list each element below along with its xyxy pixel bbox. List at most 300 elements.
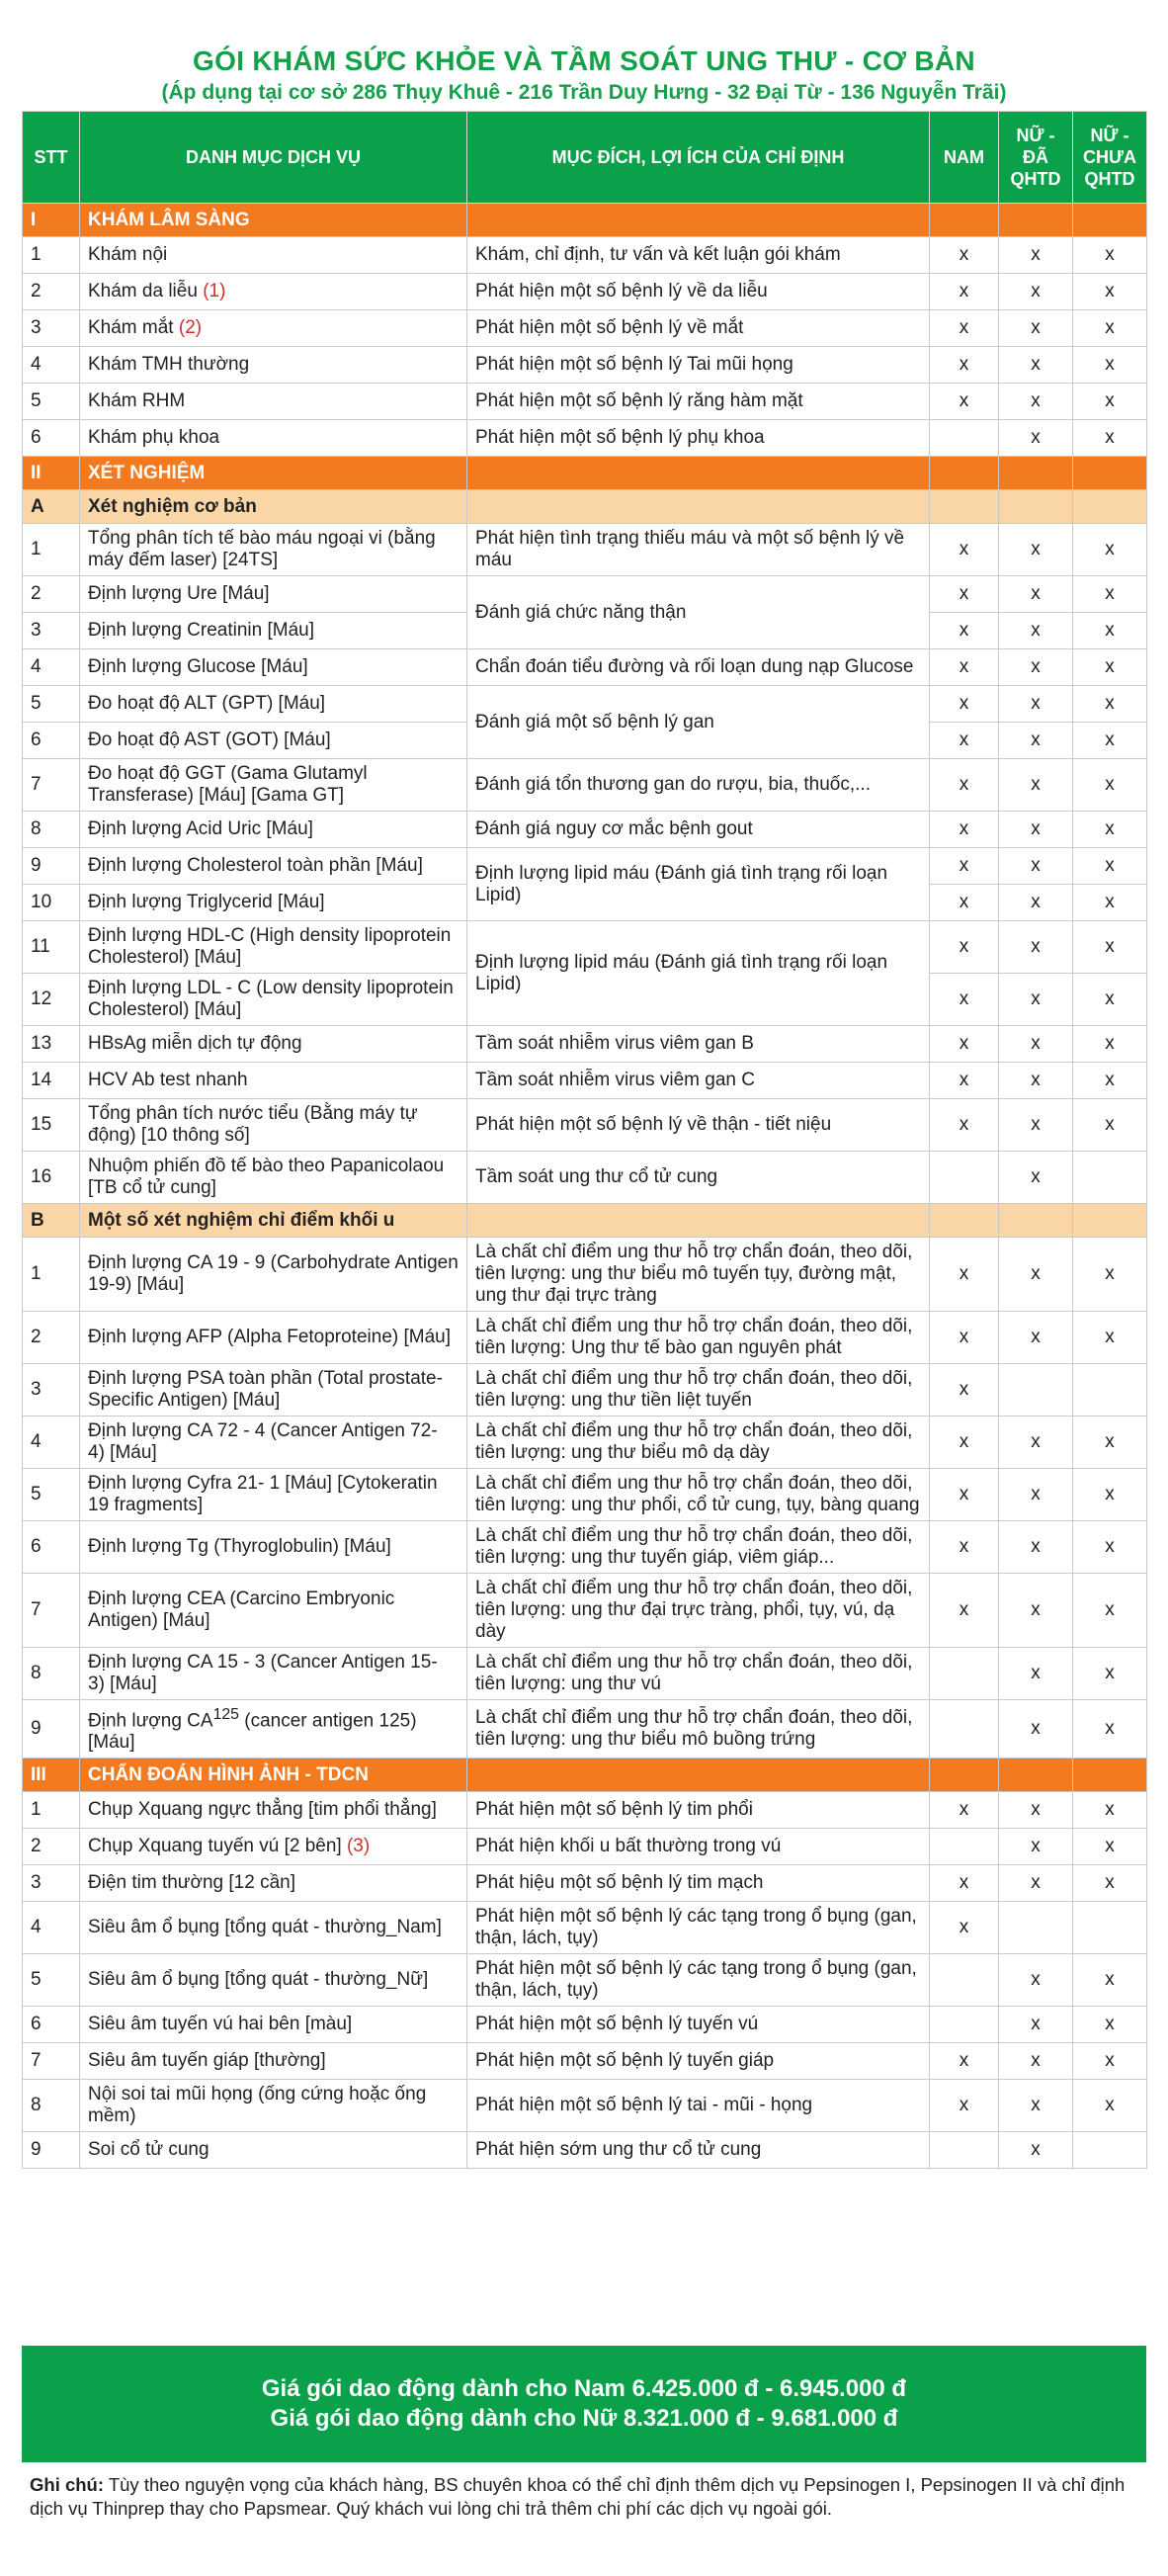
service-name <box>80 2132 467 2169</box>
service-name <box>80 384 467 420</box>
female-married-check: x <box>999 576 1073 613</box>
female-single-check <box>1073 1902 1147 1954</box>
price-banner <box>22 2346 1146 2462</box>
female-married-check: x <box>999 310 1073 347</box>
service-purpose: Là chất chỉ điểm ung thư hỗ trợ chẩn đoán, theo dõi, tiên lượng: ung thư phổi, cổ tử cung, tụy, bàng quang <box>467 1469 930 1521</box>
service-name <box>80 1829 467 1865</box>
section-title: Xét nghiệm cơ bản <box>80 490 467 524</box>
table-body <box>23 204 1147 2169</box>
female-single-check <box>1073 2132 1147 2169</box>
female-married-check: x <box>999 1648 1073 1700</box>
service-name-text: HBsAg miễn dịch tự động <box>88 1033 302 1054</box>
service-name <box>80 1865 467 1902</box>
male-check: x <box>930 576 999 613</box>
service-name-text: Nội soi tai mũi họng (ống cứng hoặc ống mềm) <box>88 2084 427 2127</box>
table-row <box>23 1700 1147 1759</box>
female-married-check: x <box>999 1152 1073 1204</box>
service-name-text: Định lượng CA 15 - 3 (Cancer Antigen 15- 3) [Máu] <box>88 1652 438 1694</box>
service-name <box>80 1063 467 1099</box>
service-name <box>80 885 467 921</box>
section-empty-cell <box>1073 204 1147 237</box>
female-single-check: x <box>1073 723 1147 759</box>
service-name-text: Khám nội <box>88 244 168 265</box>
service-name-text: Tổng phân tích nước tiểu (Bằng máy tự động) [10 thông số] <box>88 1103 418 1146</box>
service-purpose: Đánh giá nguy cơ mắc bệnh gout <box>467 812 930 848</box>
female-married-check: x <box>999 1026 1073 1063</box>
female-single-check: x <box>1073 1521 1147 1574</box>
section-number: A <box>23 490 80 524</box>
row-number: 3 <box>23 1364 80 1417</box>
section-empty-cell <box>467 1204 930 1238</box>
service-purpose: Phát hiện một số bệnh lý về thận - tiết niệu <box>467 1099 930 1152</box>
service-purpose: Phát hiện khối u bất thường trong vú <box>467 1829 930 1865</box>
table-row <box>23 420 1147 457</box>
female-married-check <box>999 1364 1073 1417</box>
table-header-row <box>23 112 1147 204</box>
service-name-text: Định lượng Tg (Thyroglobulin) [Máu] <box>88 1536 391 1557</box>
header-stt: STT <box>23 112 80 204</box>
female-single-check: x <box>1073 759 1147 812</box>
table-row <box>23 347 1147 384</box>
section-number: I <box>23 204 80 237</box>
male-check: x <box>930 1865 999 1902</box>
female-married-check: x <box>999 2080 1073 2132</box>
service-purpose: Tầm soát nhiễm virus viêm gan B <box>467 1026 930 1063</box>
male-check <box>930 1700 999 1759</box>
service-purpose: Phát hiệu một số bệnh lý tim mạch <box>467 1865 930 1902</box>
section-empty-cell <box>999 490 1073 524</box>
service-purpose: Khám, chỉ định, tư vấn và kết luận gói khám <box>467 237 930 274</box>
male-check: x <box>930 1099 999 1152</box>
service-name-text: Nhuộm phiến đồ tế bào theo Papanicolaou [TB cổ tử cung] <box>88 1156 445 1198</box>
service-purpose: Là chất chỉ điểm ung thư hỗ trợ chẩn đoán, theo dõi, tiên lượng: ung thư biểu mô dạ dày <box>467 1417 930 1469</box>
service-purpose: Tầm soát ung thư cổ tử cung <box>467 1152 930 1204</box>
row-number: 5 <box>23 686 80 723</box>
female-single-check: x <box>1073 686 1147 723</box>
male-check: x <box>930 848 999 885</box>
service-purpose: Phát hiện một số bệnh lý phụ khoa <box>467 420 930 457</box>
header-service: DANH MỤC DỊCH VỤ <box>80 112 467 204</box>
service-name <box>80 1648 467 1700</box>
table-row <box>23 237 1147 274</box>
male-check: x <box>930 1063 999 1099</box>
table-row <box>23 384 1147 420</box>
male-check: x <box>930 1521 999 1574</box>
male-check: x <box>930 1792 999 1829</box>
page-title: GÓI KHÁM SỨC KHỎE VÀ TẦM SOÁT UNG THƯ - CƠ BẢN <box>193 45 975 76</box>
female-married-check: x <box>999 759 1073 812</box>
service-purpose: Phát hiện một số bệnh lý tim phổi <box>467 1792 930 1829</box>
female-single-check <box>1073 1152 1147 1204</box>
service-name-text: Định lượng LDL - C (Low density lipoprotein Cholesterol) [Máu] <box>88 978 454 1020</box>
female-single-check: x <box>1073 384 1147 420</box>
service-name-text: Định lượng Cholesterol toàn phần [Máu] <box>88 855 423 876</box>
male-check <box>930 1954 999 2007</box>
price-female: Giá gói dao động dành cho Nữ 8.321.000 đ - 9.681.000 đ <box>270 2405 898 2432</box>
male-check <box>930 1829 999 1865</box>
section-number: III <box>23 1759 80 1792</box>
section-empty-cell <box>930 457 999 490</box>
row-number: 3 <box>23 613 80 649</box>
row-number: 15 <box>23 1099 80 1152</box>
service-purpose: Tầm soát nhiễm virus viêm gan C <box>467 1063 930 1099</box>
row-number: 10 <box>23 885 80 921</box>
row-number: 14 <box>23 1063 80 1099</box>
service-name <box>80 237 467 274</box>
service-name-text: Định lượng CA 19 - 9 (Carbohydrate Antigen 19-9) [Máu] <box>88 1252 459 1295</box>
table-row <box>23 1865 1147 1902</box>
female-single-check: x <box>1073 237 1147 274</box>
section-empty-cell <box>930 1759 999 1792</box>
female-married-check: x <box>999 274 1073 310</box>
table-row <box>23 1152 1147 1204</box>
female-single-check: x <box>1073 1829 1147 1865</box>
service-name <box>80 420 467 457</box>
service-name-text: Khám TMH thường <box>88 354 250 375</box>
female-married-check: x <box>999 2132 1073 2169</box>
male-check: x <box>930 1026 999 1063</box>
service-name <box>80 2007 467 2043</box>
service-name-text: Định lượng Triglycerid [Máu] <box>88 892 325 912</box>
service-purpose: Chẩn đoán tiểu đường và rối loạn dung nạp Glucose <box>467 649 930 686</box>
female-married-check: x <box>999 2043 1073 2080</box>
female-single-check: x <box>1073 921 1147 974</box>
male-check: x <box>930 974 999 1026</box>
service-name <box>80 2080 467 2132</box>
section-number: B <box>23 1204 80 1238</box>
footnote-mark: (3) <box>346 1836 371 1857</box>
table-row <box>23 649 1147 686</box>
row-number: 6 <box>23 420 80 457</box>
female-single-check: x <box>1073 1099 1147 1152</box>
female-married-check: x <box>999 812 1073 848</box>
male-check: x <box>930 885 999 921</box>
female-single-check: x <box>1073 1312 1147 1364</box>
row-number: 7 <box>23 1574 80 1648</box>
male-check: x <box>930 1364 999 1417</box>
female-single-check: x <box>1073 1648 1147 1700</box>
service-name <box>80 974 467 1026</box>
table-row <box>23 1099 1147 1152</box>
service-purpose: Là chất chỉ điểm ung thư hỗ trợ chẩn đoán, theo dõi, tiên lượng: ung thư tiền liệt tuyến <box>467 1364 930 1417</box>
female-single-check: x <box>1073 347 1147 384</box>
table-row <box>23 686 1147 723</box>
female-married-check <box>999 1902 1073 1954</box>
male-check: x <box>930 310 999 347</box>
service-name <box>80 2043 467 2080</box>
service-purpose: Định lượng lipid máu (Đánh giá tình trạng rối loạn Lipid) <box>467 921 930 1026</box>
service-name-text: Đo hoạt độ ALT (GPT) [Máu] <box>88 693 326 714</box>
section-empty-cell <box>1073 1759 1147 1792</box>
female-single-check: x <box>1073 310 1147 347</box>
male-check: x <box>930 649 999 686</box>
service-purpose: Phát hiện một số bệnh lý các tạng trong ổ bụng (gan, thận, lách, tụy) <box>467 1902 930 1954</box>
female-married-check: x <box>999 524 1073 576</box>
female-married-check: x <box>999 1521 1073 1574</box>
female-single-check: x <box>1073 613 1147 649</box>
service-name-text: Khám da liễu <box>88 281 198 301</box>
service-purpose: Là chất chỉ điểm ung thư hỗ trợ chẩn đoán, theo dõi, tiên lượng: ung thư đại trực tràng, phổi, tụy, vú, dạ dày <box>467 1574 930 1648</box>
female-married-check: x <box>999 1574 1073 1648</box>
row-number: 2 <box>23 1312 80 1364</box>
table-row <box>23 848 1147 885</box>
male-check <box>930 2132 999 2169</box>
female-married-check: x <box>999 1099 1073 1152</box>
table-row <box>23 1954 1147 2007</box>
service-purpose: Phát hiện một số bệnh lý tai - mũi - họng <box>467 2080 930 2132</box>
female-single-check: x <box>1073 848 1147 885</box>
service-name <box>80 524 467 576</box>
section-empty-cell <box>999 457 1073 490</box>
row-number: 9 <box>23 1700 80 1759</box>
service-name-text: Định lượng Cyfra 21- 1 [Máu] [Cytokeratin 19 fragments] <box>88 1473 438 1515</box>
row-number: 5 <box>23 1954 80 2007</box>
header-female-single: NỮ - CHƯA QHTD <box>1073 112 1147 204</box>
service-purpose: Phát hiện một số bệnh lý về da liễu <box>467 274 930 310</box>
row-number: 12 <box>23 974 80 1026</box>
table-row <box>23 921 1147 974</box>
female-single-check: x <box>1073 885 1147 921</box>
female-single-check: x <box>1073 1954 1147 2007</box>
row-number: 8 <box>23 812 80 848</box>
female-married-check: x <box>999 723 1073 759</box>
service-name-text: Siêu âm ổ bụng [tổng quát - thường_Nữ] <box>88 1969 429 1991</box>
male-check: x <box>930 1574 999 1648</box>
footnote-mark: (1) <box>203 281 226 301</box>
service-name <box>80 649 467 686</box>
row-number: 4 <box>23 1902 80 1954</box>
service-name <box>80 1417 467 1469</box>
service-name <box>80 1469 467 1521</box>
male-check: x <box>930 686 999 723</box>
female-single-check: x <box>1073 2080 1147 2132</box>
female-married-check: x <box>999 848 1073 885</box>
service-name-text: Định lượng Ure [Máu] <box>88 583 270 604</box>
table-row <box>23 310 1147 347</box>
male-check <box>930 1648 999 1700</box>
female-married-check: x <box>999 347 1073 384</box>
male-check: x <box>930 1469 999 1521</box>
service-purpose: Là chất chỉ điểm ung thư hỗ trợ chẩn đoán, theo dõi, tiên lượng: ung thư biểu mô buồng trứng <box>467 1700 930 1759</box>
section-row <box>23 204 1147 237</box>
male-check: x <box>930 1312 999 1364</box>
service-name <box>80 921 467 974</box>
male-check: x <box>930 274 999 310</box>
service-name <box>80 759 467 812</box>
service-name-text: Điện tim thường [12 cần] <box>88 1872 296 1894</box>
table-row <box>23 1902 1147 1954</box>
female-married-check: x <box>999 974 1073 1026</box>
female-married-check: x <box>999 384 1073 420</box>
service-name-text: Định lượng AFP (Alpha Fetoproteine) [Máu] <box>88 1327 452 1347</box>
row-number: 2 <box>23 274 80 310</box>
table-row <box>23 2043 1147 2080</box>
male-check: x <box>930 812 999 848</box>
female-married-check: x <box>999 2007 1073 2043</box>
service-name-text: Chụp Xquang ngực thẳng [tim phổi thẳng] <box>88 1799 437 1821</box>
table-row <box>23 1829 1147 1865</box>
service-name-tail: (cancer antigen 125) [Máu] <box>88 1710 417 1754</box>
male-check: x <box>930 524 999 576</box>
table-row <box>23 2080 1147 2132</box>
female-single-check: x <box>1073 649 1147 686</box>
female-married-check: x <box>999 1238 1073 1312</box>
section-empty-cell <box>1073 490 1147 524</box>
female-married-check: x <box>999 237 1073 274</box>
service-name <box>80 848 467 885</box>
table-row <box>23 1648 1147 1700</box>
row-number: 3 <box>23 310 80 347</box>
table-row <box>23 1417 1147 1469</box>
section-empty-cell <box>1073 1204 1147 1238</box>
table-row <box>23 1238 1147 1312</box>
female-married-check: x <box>999 1829 1073 1865</box>
section-title: Một số xét nghiệm chỉ điểm khối u <box>80 1204 467 1238</box>
service-name-text: Đo hoạt độ AST (GOT) [Máu] <box>88 730 331 750</box>
female-married-check: x <box>999 921 1073 974</box>
female-married-check: x <box>999 1954 1073 2007</box>
male-check <box>930 1152 999 1204</box>
service-name <box>80 274 467 310</box>
table-row <box>23 524 1147 576</box>
male-check: x <box>930 723 999 759</box>
table-row <box>23 1026 1147 1063</box>
table-row <box>23 759 1147 812</box>
header-female-married: NỮ - ĐÃ QHTD <box>999 112 1073 204</box>
female-single-check: x <box>1073 1063 1147 1099</box>
service-purpose: Phát hiện một số bệnh lý tuyến giáp <box>467 2043 930 2080</box>
service-name-text: Khám RHM <box>88 390 186 411</box>
header-male: NAM <box>930 112 999 204</box>
female-single-check: x <box>1073 1417 1147 1469</box>
service-purpose: Phát hiện một số bệnh lý về mắt <box>467 310 930 347</box>
table-row <box>23 1469 1147 1521</box>
section-title: XÉT NGHIỆM <box>80 457 467 490</box>
service-name <box>80 576 467 613</box>
table-row <box>23 1521 1147 1574</box>
table-row <box>23 1574 1147 1648</box>
row-number: 1 <box>23 237 80 274</box>
male-check: x <box>930 2043 999 2080</box>
table-row <box>23 2007 1147 2043</box>
female-married-check: x <box>999 1792 1073 1829</box>
service-purpose: Phát hiện một số bệnh lý Tai mũi họng <box>467 347 930 384</box>
page-subtitle: (Áp dụng tại cơ sở 286 Thụy Khuê - 216 Trần Duy Hưng - 32 Đại Từ - 136 Nguyễn Trãi) <box>161 81 1007 104</box>
female-single-check: x <box>1073 1469 1147 1521</box>
female-married-check: x <box>999 1417 1073 1469</box>
section-row <box>23 457 1147 490</box>
female-single-check: x <box>1073 1574 1147 1648</box>
service-purpose: Là chất chỉ điểm ung thư hỗ trợ chẩn đoán, theo dõi, tiên lượng: ung thư biểu mô tuyến tụy, đường mật, ung thư đại trực tràng <box>467 1238 930 1312</box>
service-name <box>80 1238 467 1312</box>
table-row <box>23 812 1147 848</box>
subsection-row <box>23 490 1147 524</box>
section-empty-cell <box>930 490 999 524</box>
male-check <box>930 2007 999 2043</box>
table-row <box>23 1792 1147 1829</box>
section-empty-cell <box>930 1204 999 1238</box>
section-empty-cell <box>1073 457 1147 490</box>
service-name <box>80 347 467 384</box>
service-purpose: Phát hiện một số bệnh lý tuyến vú <box>467 2007 930 2043</box>
section-empty-cell <box>999 204 1073 237</box>
table-row <box>23 1312 1147 1364</box>
section-empty-cell <box>467 457 930 490</box>
table-row <box>23 274 1147 310</box>
female-single-check: x <box>1073 420 1147 457</box>
female-single-check: x <box>1073 524 1147 576</box>
service-name-text: Khám phụ khoa <box>88 427 220 448</box>
service-purpose: Đánh giá chức năng thận <box>467 576 930 649</box>
section-empty-cell <box>999 1204 1073 1238</box>
price-male: Giá gói dao động dành cho Nam 6.425.000 đ - 6.945.000 đ <box>261 2375 907 2402</box>
row-number: 7 <box>23 2043 80 2080</box>
female-single-check: x <box>1073 1238 1147 1312</box>
row-number: 13 <box>23 1026 80 1063</box>
row-number: 5 <box>23 384 80 420</box>
row-number: 9 <box>23 848 80 885</box>
female-single-check <box>1073 1364 1147 1417</box>
row-number: 8 <box>23 2080 80 2132</box>
service-name <box>80 1152 467 1204</box>
row-number: 16 <box>23 1152 80 1204</box>
female-single-check: x <box>1073 576 1147 613</box>
row-number: 4 <box>23 649 80 686</box>
service-name <box>80 812 467 848</box>
service-table <box>22 111 1147 2169</box>
female-single-check: x <box>1073 1865 1147 1902</box>
row-number: 9 <box>23 2132 80 2169</box>
service-name-text: Soi cổ tử cung <box>88 2139 209 2161</box>
male-check: x <box>930 237 999 274</box>
service-name-superscript: 125 <box>212 1706 239 1723</box>
female-single-check: x <box>1073 812 1147 848</box>
female-married-check: x <box>999 885 1073 921</box>
male-check: x <box>930 384 999 420</box>
female-married-check: x <box>999 613 1073 649</box>
female-married-check: x <box>999 1063 1073 1099</box>
female-single-check: x <box>1073 274 1147 310</box>
section-title: CHẨN ĐOÁN HÌNH ẢNH - TDCN <box>80 1759 467 1792</box>
service-name-text: Chụp Xquang tuyến vú [2 bên] <box>88 1836 342 1857</box>
service-name <box>80 723 467 759</box>
service-name <box>80 1902 467 1954</box>
female-single-check: x <box>1073 1700 1147 1759</box>
female-married-check: x <box>999 686 1073 723</box>
service-name-text: Khám mắt <box>88 317 174 338</box>
header-purpose: MỤC ĐÍCH, LỢI ÍCH CỦA CHỈ ĐỊNH <box>467 112 930 204</box>
section-empty-cell <box>467 204 930 237</box>
table-row <box>23 1364 1147 1417</box>
row-number: 8 <box>23 1648 80 1700</box>
service-name <box>80 1026 467 1063</box>
female-single-check: x <box>1073 1792 1147 1829</box>
female-married-check: x <box>999 1312 1073 1364</box>
service-name-text: Định lượng Creatinin [Máu] <box>88 620 315 641</box>
service-name-text: Siêu âm ổ bụng [tổng quát - thường_Nam] <box>88 1917 442 1938</box>
service-name-text: Định lượng Glucose [Máu] <box>88 656 308 677</box>
service-name-text: Định lượng Acid Uric [Máu] <box>88 818 313 839</box>
section-empty-cell <box>930 204 999 237</box>
section-empty-cell <box>999 1759 1073 1792</box>
female-married-check: x <box>999 1700 1073 1759</box>
male-check: x <box>930 347 999 384</box>
footnote-mark: (2) <box>178 317 203 338</box>
row-number: 3 <box>23 1865 80 1902</box>
service-name-text: Định lượng PSA toàn phần (Total prostate-Specific Antigen) [Máu] <box>88 1368 443 1411</box>
service-name <box>80 1521 467 1574</box>
table-row <box>23 2132 1147 2169</box>
